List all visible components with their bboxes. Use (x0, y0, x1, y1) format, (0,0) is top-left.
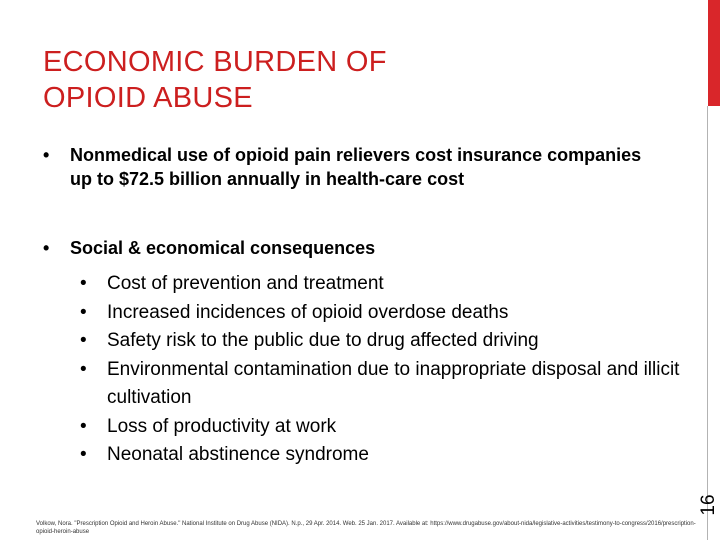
bullet-text: Nonmedical use of opioid pain relievers cost insurance companies up to $72.5 billion annually in health-care cost (70, 145, 642, 189)
sub-bullet-marker: • (80, 301, 87, 323)
bullet-marker: • (43, 238, 50, 258)
sub-bullet-text: Environmental contamination due to inappropriate disposal and illicit cultivation (107, 358, 680, 408)
sub-bullet-marker: • (80, 444, 87, 465)
accent-bar (708, 0, 720, 106)
page-number: 16 (698, 494, 719, 516)
bullet-insurance-cost (43, 143, 663, 191)
sub-bullet-text: Cost of prevention and treatment (107, 273, 384, 294)
sub-bullet-marker: • (80, 415, 87, 437)
sub-bullet-marker: • (80, 330, 87, 351)
bullet-text: Social & economical consequences (70, 238, 376, 258)
citation-footnote: Volkow, Nora. "Prescription Opioid and Heroin Abuse." National Institute on Drug Abuse (NIDA). N.p., 29 Apr. 2014. Web. 25 Jan. 2017. Available at: https://www.drugabuse.gov/about-nida/legislative-activities/testimony-to-congress/2016/prescription-opioid-heroin-abuse (36, 521, 696, 535)
sub-bullet (80, 441, 690, 470)
sub-bullet (80, 356, 690, 413)
sub-bullet (80, 270, 690, 299)
sub-bullet-marker: • (80, 273, 87, 294)
sub-bullet (80, 327, 690, 356)
sub-bullet-marker: • (80, 358, 87, 380)
sub-bullet (80, 299, 690, 328)
sub-bullet-text: Increased incidences of opioid overdose deaths (107, 301, 509, 323)
sub-bullet-text: Neonatal abstinence syndrome (107, 444, 369, 465)
bullet-social-economical (43, 236, 663, 260)
divider-line (707, 106, 708, 540)
bullet-marker: • (43, 145, 50, 165)
consequences-list (80, 270, 690, 470)
sub-bullet-text: Safety risk to the public due to drug affected driving (107, 330, 539, 351)
slide-title: ECONOMIC BURDEN OF OPIOID ABUSE (43, 46, 387, 114)
sub-bullet (80, 413, 690, 442)
sub-bullet-text: Loss of productivity at work (107, 415, 337, 437)
